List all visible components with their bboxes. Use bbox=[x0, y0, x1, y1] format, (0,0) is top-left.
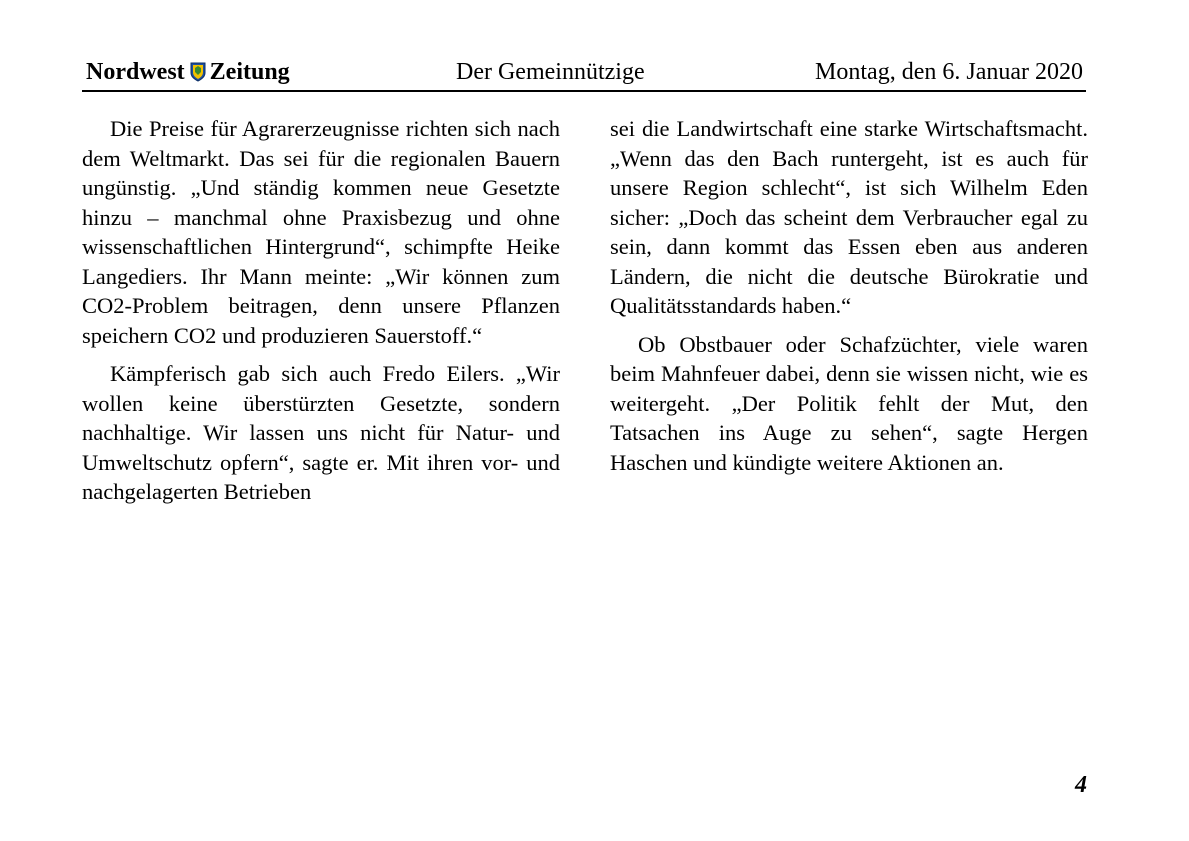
section-title: Der Gemeinnützige bbox=[456, 59, 645, 85]
newspaper-brand bbox=[86, 57, 290, 90]
article-column-left bbox=[82, 114, 560, 516]
article-paragraph: Kämpferisch gab sich auch Fredo Eilers. „Wir wollen keine überstürzten Gesetzte, sondern nachhaltige. Wir lassen uns nicht für Natur- und Umweltschutz opfern“, sagte er. Mit ihren vor- und nachgelagerten Betrieben bbox=[82, 361, 560, 504]
page-header bbox=[82, 56, 1086, 92]
article-paragraph: Die Preise für Agrarerzeugnisse richten sich nach dem Weltmarkt. Das sei für die regionalen Bauern ungünstig. „Und ständig kommen neue Gesetzte hinzu – manchmal ohne Praxisbezug und ohne wissenschaftlichen Hintergrund“, schimpfte Heike Langediers. Ihr Mann meinte: „Wir können zum CO2-Problem beitragen, denn unsere Pflanzen speichern CO2 und produzieren Sauerstoff.“ bbox=[82, 116, 560, 348]
issue-date: Montag, den 6. Januar 2020 bbox=[815, 59, 1083, 85]
coat-of-arms-icon bbox=[190, 60, 206, 90]
page-number: 4 bbox=[1075, 772, 1087, 798]
article-column-right bbox=[610, 114, 1088, 486]
article-paragraph: sei die Landwirtschaft eine starke Wirtschaftsmacht. „Wenn das den Bach runtergeht, ist es auch für unsere Region schlecht“, ist sich Wilhelm Eden sicher: „Doch das scheint dem Verbraucher egal zu sein, dann kommt das Essen eben aus anderen Ländern, die nicht die deutsche Bürokratie und Qualitätsstandards haben.“ bbox=[610, 116, 1088, 318]
brand-name-left: Nordwest bbox=[86, 59, 185, 85]
brand-name-right: Zeitung bbox=[209, 59, 290, 85]
article-paragraph: Ob Obstbauer oder Schafzüchter, viele waren beim Mahnfeuer dabei, denn sie wissen nicht, wie es weitergeht. „Der Politik fehlt der Mut, den Tatsachen ins Auge zu sehen“, sagte Hergen Haschen und kündigte weitere Aktionen an. bbox=[610, 331, 1088, 475]
